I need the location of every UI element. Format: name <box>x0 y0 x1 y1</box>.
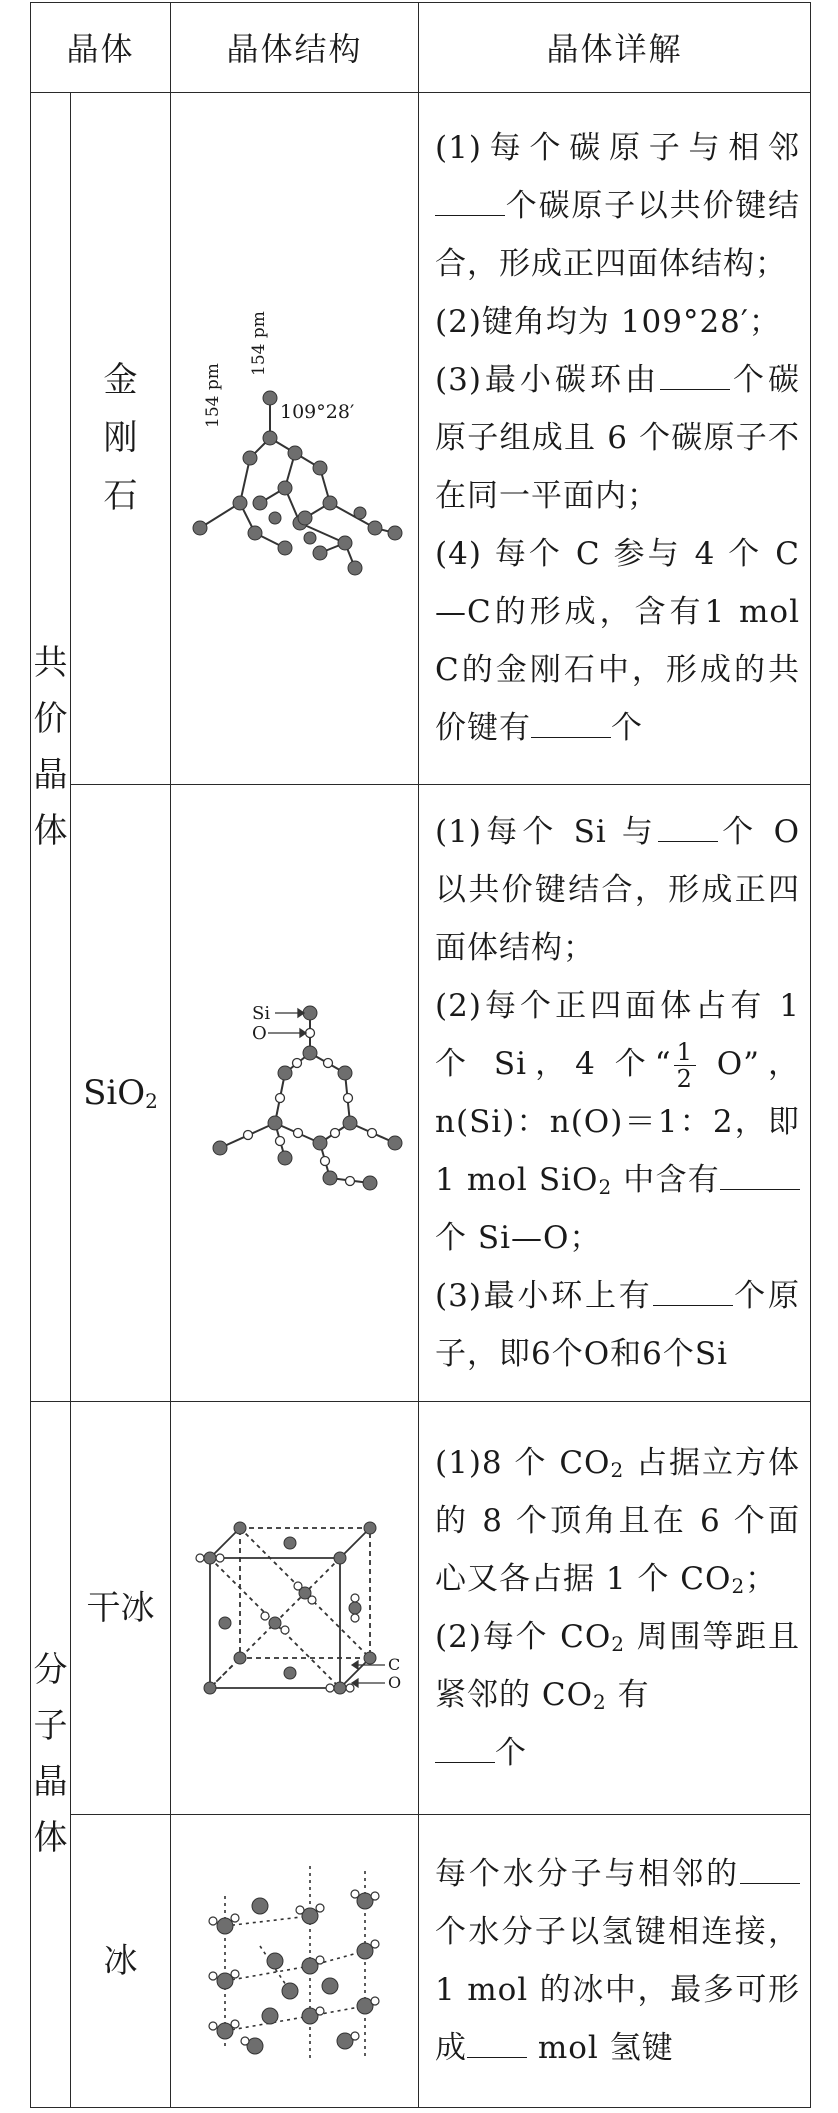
detail-text: 中含有 <box>612 1161 721 1198</box>
detail-line <box>435 351 800 525</box>
category-char: 分 <box>33 1650 68 1691</box>
fill-blank[interactable] <box>435 185 505 216</box>
name-text: SiO <box>83 1072 146 1113</box>
dry-ice-structure-diagram <box>180 1508 410 1708</box>
o-label: O <box>387 1673 401 1693</box>
detail-text: (4) 每个 C 参与 4 个 C—C的形成，含有1 mol C的金刚石中，形成的共价键有 <box>435 536 801 747</box>
category-char: 体 <box>33 810 68 851</box>
subscript: 2 <box>598 1174 613 1199</box>
detail-text: 个原子，即6个O和6个Si <box>435 1277 801 1372</box>
category-char: 子 <box>33 1706 68 1747</box>
detail-text: (1)每个碳原子与相邻 <box>435 130 801 167</box>
subscript: 2 <box>731 1574 746 1599</box>
o-label: O <box>251 1022 267 1044</box>
detail-line <box>435 977 800 1267</box>
category-molecular <box>31 1401 71 2107</box>
name-diamond <box>71 92 171 784</box>
fill-blank[interactable] <box>531 707 611 738</box>
fraction-numerator: 1 <box>674 1039 696 1066</box>
fill-blank[interactable] <box>653 1275 733 1306</box>
name-dry-ice: 干冰 <box>71 1401 171 1815</box>
fill-blank[interactable] <box>467 2027 527 2058</box>
detail-diamond <box>419 92 811 784</box>
header-detail: 晶体详解 <box>419 3 811 93</box>
header-structure: 晶体结构 <box>171 3 419 93</box>
fill-blank[interactable] <box>720 1159 800 1190</box>
bond-length-label: 154 pm <box>202 363 223 429</box>
subscript: 2 <box>610 1458 625 1483</box>
name-subscript: 2 <box>145 1088 158 1113</box>
bond-length-label: 154 pm <box>248 311 269 377</box>
detail-line <box>435 525 800 757</box>
detail-text: (2)键角均为 109°28′； <box>435 304 781 341</box>
detail-line <box>435 119 800 293</box>
fraction-denominator: 2 <box>676 1064 693 1093</box>
header-row <box>31 3 811 93</box>
subscript: 2 <box>593 1690 607 1715</box>
detail-text: 占据立方体的 8 个顶角且在 6 个面心又各占据 1 个 CO <box>435 1445 801 1598</box>
fill-blank[interactable] <box>435 1732 495 1763</box>
structure-ice <box>171 1815 419 2108</box>
structure-sio2 <box>171 784 419 1401</box>
crystal-table <box>30 2 811 2108</box>
structure-diamond <box>171 92 419 784</box>
detail-text: 个 <box>495 1735 528 1772</box>
name-char: 石 <box>103 476 138 517</box>
diamond-structure-diagram <box>180 288 410 588</box>
detail-text: 周围等距且紧邻的 CO <box>435 1619 801 1714</box>
si-label: Si <box>251 1002 270 1024</box>
detail-text: 个 Si—O； <box>435 1219 602 1256</box>
detail-line <box>435 1608 800 1782</box>
detail-ice <box>419 1815 811 2108</box>
detail-dry-ice <box>419 1401 811 1815</box>
detail-line <box>435 1267 800 1383</box>
row-dry-ice <box>31 1401 811 1815</box>
name-char: 金 <box>103 360 138 401</box>
fraction <box>674 1039 696 1092</box>
name-sio2 <box>71 784 171 1401</box>
detail-sio2 <box>419 784 811 1401</box>
detail-text: mol 氢键 <box>527 2030 674 2067</box>
detail-text: (1)8 个 CO <box>435 1445 611 1482</box>
detail-text: (2)每个正四面体占有 1 个 Si，4 个“ <box>435 987 801 1082</box>
detail-line <box>435 1434 800 1608</box>
category-char: 体 <box>33 1818 68 1859</box>
row-sio2 <box>31 784 811 1401</box>
detail-text: (1)每个 Si 与 <box>435 813 659 850</box>
fill-blank[interactable] <box>658 811 718 842</box>
detail-text: ； <box>745 1561 778 1598</box>
ice-structure-diagram <box>180 1846 410 2076</box>
detail-line <box>435 1845 800 2077</box>
fill-blank[interactable] <box>740 1853 800 1884</box>
name-ice: 冰 <box>71 1815 171 2108</box>
detail-text: 个碳原子以共价键结合，形成正四面体结构； <box>435 188 801 283</box>
detail-text: (3)最小环上有 <box>435 1277 653 1314</box>
subscript: 2 <box>611 1632 625 1657</box>
row-diamond <box>31 92 811 784</box>
bond-angle-label: 109°28′ <box>279 401 354 424</box>
structure-dry-ice <box>171 1401 419 1815</box>
detail-text: 个碳原子组成且 6 个碳原子不在同一平面内； <box>435 362 801 515</box>
detail-text: (3)最小碳环由 <box>435 362 660 399</box>
category-char: 价 <box>33 698 68 739</box>
detail-text: (2)每个 CO <box>435 1619 612 1656</box>
detail-text: 个水分子以氢键相连接，1 mol 的冰中，最多可形成 <box>435 1914 801 2067</box>
detail-line <box>435 803 800 977</box>
category-char: 晶 <box>33 754 68 795</box>
detail-text: 个 <box>611 710 644 747</box>
detail-text: 每个水分子与相邻的 <box>435 1856 741 1893</box>
fill-blank[interactable] <box>660 359 730 390</box>
name-char: 刚 <box>103 418 138 459</box>
detail-text: 有 <box>606 1677 650 1714</box>
header-crystal: 晶体 <box>31 3 171 93</box>
category-char: 共 <box>33 642 68 683</box>
row-ice <box>31 1815 811 2108</box>
sio2-structure-diagram <box>180 983 410 1203</box>
category-char: 晶 <box>33 1762 68 1803</box>
detail-text: 个 O 以共价键结合，形成正四面体结构； <box>435 813 801 966</box>
c-label: C <box>387 1655 400 1675</box>
detail-text: O”，n(Si)：n(O)＝1：2，即 1 mol SiO <box>435 1045 801 1198</box>
category-covalent <box>31 92 71 1401</box>
